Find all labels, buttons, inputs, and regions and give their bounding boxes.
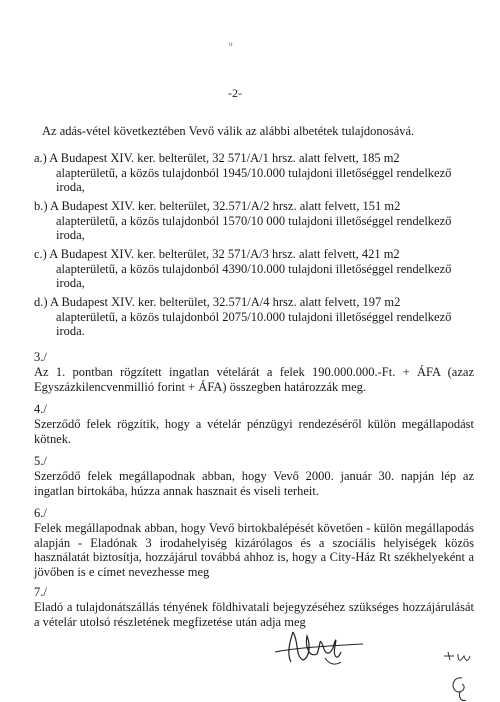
item-first-line: A Budapest XIV. ker. belterület, 32.571/A/4 hrsz. alatt felvett, 197 m2: [49, 295, 401, 309]
item-continuation: alapterületű, a közös tulajdonból 1570/10 000 tulajdoni illetőséggel rendelkező iroda,: [56, 213, 452, 242]
handwritten-initials: [440, 648, 480, 702]
section-text-5: Szerződő felek megállapodnak abban, hogy Vevő 2000. január 30. napján lép az ingatlan birtokába, húzza annak hasznait és viseli terheit.: [34, 469, 474, 498]
top-mark: υ: [229, 40, 233, 48]
section-number-3: 3./: [34, 350, 47, 364]
section-text-7: Eladó a tulajdonátszállás tényének földhivatali bejegyzéséhez szükséges hozzájárulását a vételár utolsó részletének megfizetése után adja meg: [34, 600, 474, 629]
item-label: d.): [34, 295, 48, 309]
item-continuation: alapterületű, a közös tulajdonból 4390/10.000 tulajdoni illetőséggel rendelkező iroda,: [56, 261, 452, 290]
section-text-3: Az 1. pontban rögzített ingatlan vételárát a felek 190.000.000.-Ft. + ÁFA (azaz Egyszázkilencvenmillió forint + ÁFA) összegben határozzák meg.: [34, 365, 474, 394]
section-number-5: 5./: [34, 454, 47, 468]
item-label: c.): [34, 247, 47, 261]
list-item-a: [34, 151, 474, 195]
section-number-7: 7./: [34, 585, 47, 599]
item-continuation: alapterületű, a közös tulajdonból 2075/10.000 tulajdoni illetőséggel rendelkező iroda.: [56, 309, 452, 338]
page-number: -2-: [228, 86, 242, 100]
list-item-d: [34, 295, 474, 339]
item-label: b.): [34, 199, 48, 213]
item-first-line: A Budapest XIV. ker. belterület, 32.571/A/2 hrsz. alatt felvett, 151 m2: [49, 199, 401, 213]
handwritten-signature: [275, 622, 365, 674]
item-continuation: alapterületű, a közös tulajdonból 1945/10.000 tulajdoni illetőséggel rendelkező iroda,: [56, 165, 452, 194]
item-label: a.): [34, 151, 47, 165]
section-text-6: Felek megállapodnak abban, hogy Vevő birtokbalépését követően - külön megállapodás alapján - Eladónak 3 irodahelyiség kizárólagos és a szociális helyiségek közös használatát biztosítja, hozzájárul továbbá ahhoz is, hogy a City-Ház Rt székhelyeként a jövőben is e címet nevezhesse meg: [34, 521, 474, 579]
section-text-4: Szerződő felek rögzítik, hogy a vételár pénzügyi rendezéséről külön megállapodást kötnek.: [34, 417, 474, 446]
item-first-line: A Budapest XIV. ker. belterület, 32 571/A/1 hrsz. alatt felvett, 185 m2: [49, 151, 400, 165]
list-item-c: [34, 247, 474, 291]
section-number-6: 6./: [34, 506, 47, 520]
item-first-line: A Budapest XIV. ker. belterület, 32 571/A/3 hrsz. alatt felvett, 421 m2: [49, 247, 400, 261]
intro-paragraph: Az adás-vétel következtében Vevő válik az alábbi albetétek tulajdonosává.: [42, 124, 415, 138]
section-number-4: 4./: [34, 402, 47, 416]
list-item-b: [34, 199, 474, 243]
